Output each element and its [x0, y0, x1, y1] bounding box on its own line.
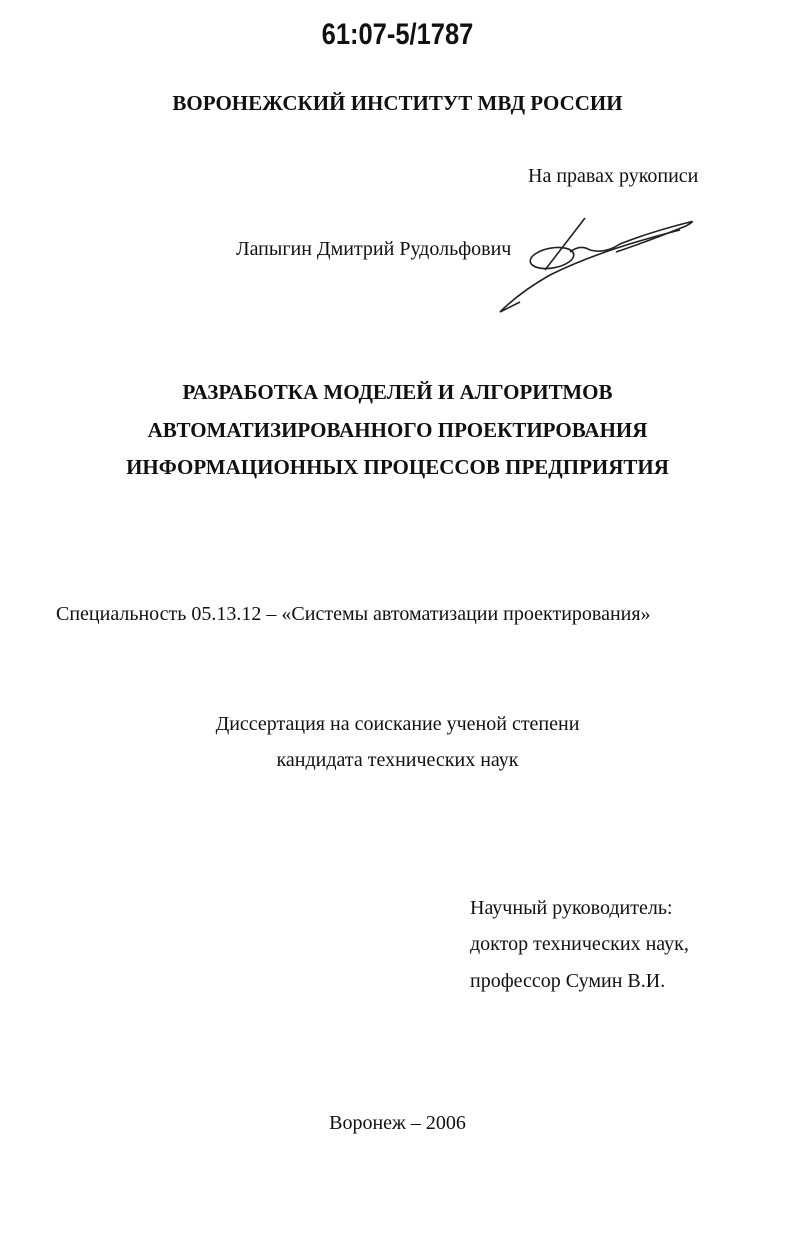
author-name: Лапыгин Дмитрий Рудольфович [236, 238, 512, 260]
supervisor-name: профессор Сумин В.И. [470, 970, 666, 992]
title-line-1: РАЗРАБОТКА МОДЕЛЕЙ И АЛГОРИТМОВ [182, 380, 613, 404]
specialty: Специальность 05.13.12 – «Системы автоматизации проектирования» [56, 603, 651, 625]
supervisor-degree: доктор технических наук, [470, 933, 689, 955]
registration-code: 61:07-5/1787 [321, 18, 474, 51]
city-year: Воронеж – 2006 [329, 1112, 466, 1134]
supervisor-label: Научный руководитель: [470, 897, 673, 919]
author-signature [490, 210, 700, 320]
title-line-2: АВТОМАТИЗИРОВАННОГО ПРОЕКТИРОВАНИЯ [147, 418, 648, 442]
degree-line-1: Диссертация на соискание ученой степени [215, 713, 580, 735]
rights-note: На правах рукописи [528, 165, 699, 187]
degree-line-2: кандидата технических наук [276, 749, 519, 771]
title-line-3: ИНФОРМАЦИОННЫХ ПРОЦЕССОВ ПРЕДПРИЯТИЯ [126, 455, 669, 479]
institution-name: ВОРОНЕЖСКИЙ ИНСТИТУТ МВД РОССИИ [172, 91, 623, 115]
